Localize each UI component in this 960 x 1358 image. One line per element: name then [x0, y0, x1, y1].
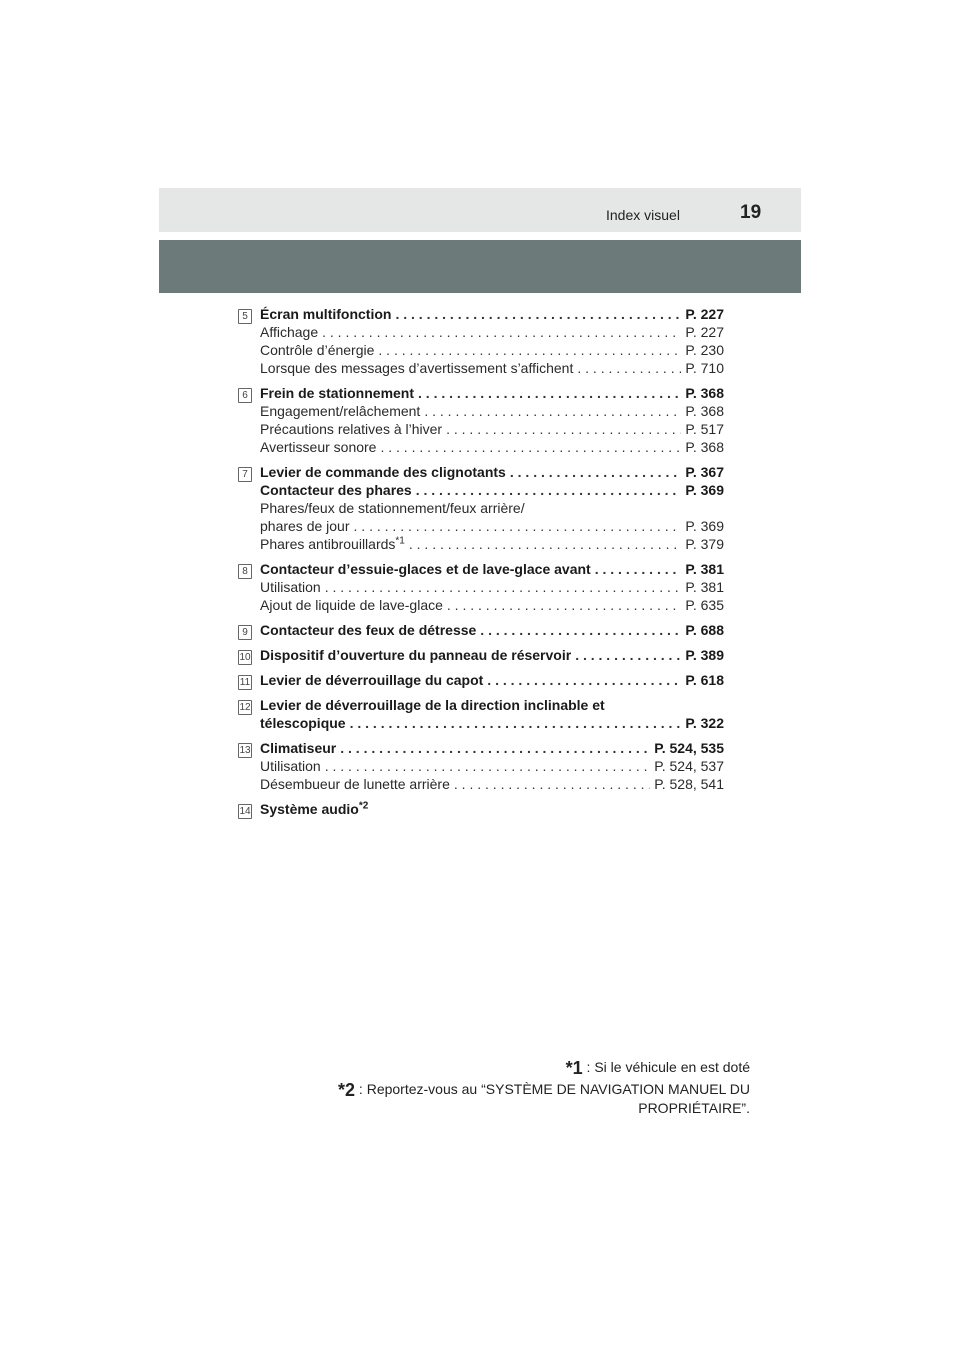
entry-number-badge: 6: [238, 388, 252, 403]
entry-subitem: [260, 439, 724, 457]
entry-text: Contrôle d’énergie: [260, 342, 375, 358]
entry-text: Contacteur d’essuie-glaces et de lave-glace avant: [260, 561, 591, 577]
entry-text: Affichage: [260, 324, 319, 340]
entry-text: Levier de déverrouillage du capot: [260, 672, 484, 688]
entry-text: phares de jour: [260, 518, 350, 534]
dot-leader: [418, 385, 681, 401]
entry-text: Contacteur des phares: [260, 482, 412, 498]
page-reference[interactable]: P. 710: [685, 360, 724, 376]
page-reference[interactable]: P. 381: [685, 579, 724, 595]
page-reference[interactable]: P. 379: [685, 536, 724, 552]
entry-subitem: [260, 597, 724, 615]
index-entry: [238, 740, 724, 794]
entry-subitem: [260, 758, 724, 776]
index-list: [238, 306, 724, 826]
entry-number-badge: 11: [239, 677, 251, 688]
page-reference[interactable]: P. 368: [685, 439, 724, 455]
page-reference[interactable]: P. 322: [685, 715, 724, 731]
entry-heading: [260, 647, 724, 665]
index-entry: [238, 561, 724, 615]
page-reference[interactable]: P. 369: [685, 482, 724, 498]
entry-heading: [260, 697, 724, 715]
entry-text: Levier de déverrouillage de la direction inclinable et: [260, 697, 605, 713]
entry-subitem: [260, 421, 724, 439]
entry-text: Système audio: [260, 801, 359, 817]
dot-leader: [325, 579, 682, 595]
entry-subitem: [260, 776, 724, 794]
entry-heading: [260, 801, 724, 819]
entry-number-badge: 9: [238, 625, 252, 640]
entry-text: Utilisation: [260, 579, 321, 595]
footnote-2: [270, 1080, 750, 1117]
page-reference[interactable]: P. 524, 537: [654, 758, 724, 774]
header-band: [159, 240, 801, 293]
dot-leader: [395, 306, 681, 322]
dot-leader: [322, 324, 681, 340]
page-number: 19: [740, 202, 762, 223]
entry-heading: [260, 622, 724, 640]
entry-text: Phares antibrouillards: [260, 536, 396, 552]
entry-number-badge: 7: [238, 467, 252, 482]
entry-heading: [260, 464, 724, 482]
page-reference[interactable]: P. 528, 541: [654, 776, 724, 792]
footnote-1-text: : Si le véhicule en est doté: [582, 1059, 750, 1075]
section-title: Index visuel: [606, 207, 680, 223]
entry-text: Climatiseur: [260, 740, 337, 756]
entry-subitem: [260, 579, 724, 597]
dot-leader: [595, 561, 682, 577]
entry-text: Précautions relatives à l’hiver: [260, 421, 443, 437]
footnote-2-text: : Reportez-vous au “SYSTÈME DE NAVIGATION MANUEL DU PROPRIÉTAIRE”.: [355, 1081, 750, 1116]
entry-number-badge: 5: [238, 309, 252, 324]
entry-subitem: [260, 518, 724, 536]
dot-leader: [577, 360, 681, 376]
entry-heading: [260, 306, 724, 324]
entry-text: Écran multifonction: [260, 306, 392, 322]
entry-text: Désembueur de lunette arrière: [260, 776, 450, 792]
dot-leader: [350, 715, 682, 731]
dot-leader: [446, 421, 681, 437]
dot-leader: [575, 647, 681, 663]
footnote-ref: *1: [395, 535, 405, 547]
entry-text: Dispositif d’ouverture du panneau de réservoir: [260, 647, 572, 663]
page-reference[interactable]: P. 381: [685, 561, 724, 577]
dot-leader: [409, 536, 681, 552]
entry-subitem: [260, 403, 724, 421]
entry-subitem: [260, 500, 724, 518]
dot-leader: [454, 776, 650, 792]
index-entry: [238, 647, 724, 665]
entry-text: télescopique: [260, 715, 346, 731]
page-reference[interactable]: P. 517: [685, 421, 724, 437]
footnote-1: [566, 1058, 750, 1079]
dot-leader: [354, 518, 682, 534]
entry-subitem: [260, 536, 724, 554]
dot-leader: [325, 758, 650, 774]
page-reference[interactable]: P. 230: [685, 342, 724, 358]
index-entry: [238, 306, 724, 378]
entry-heading: [260, 561, 724, 579]
entry-heading: [260, 740, 724, 758]
entry-number-badge: 14: [239, 806, 251, 817]
entry-text: Lorsque des messages d’avertissement s’affichent: [260, 360, 574, 376]
dot-leader: [480, 622, 681, 638]
dot-leader: [447, 597, 681, 613]
entry-text: Levier de commande des clignotants: [260, 464, 506, 480]
entry-subitem: [260, 342, 724, 360]
entry-heading: [260, 385, 724, 403]
index-entry: [238, 622, 724, 640]
entry-number-badge: 8: [238, 564, 252, 579]
page-reference[interactable]: P. 635: [685, 597, 724, 613]
page-reference[interactable]: P. 369: [685, 518, 724, 534]
index-entry: [238, 672, 724, 690]
dot-leader: [378, 342, 681, 358]
entry-text: Ajout de liquide de lave-glace: [260, 597, 443, 613]
dot-leader: [416, 482, 682, 498]
index-entry: [238, 801, 724, 819]
entry-number-badge: 12: [239, 702, 251, 713]
footnote-2-mark: *2: [338, 1080, 356, 1100]
entry-text: Utilisation: [260, 758, 321, 774]
entry-text: Contacteur des feux de détresse: [260, 622, 477, 638]
dot-leader: [487, 672, 681, 688]
entry-number-badge: 10: [239, 652, 251, 663]
entry-subitem: [260, 360, 724, 378]
page-reference[interactable]: P. 227: [685, 306, 724, 322]
entry-text: Avertisseur sonore: [260, 439, 377, 455]
dot-leader: [380, 439, 681, 455]
entry-heading: [260, 482, 724, 500]
page-reference[interactable]: P. 367: [685, 464, 724, 480]
page-reference[interactable]: P. 368: [685, 385, 724, 401]
page-reference[interactable]: P. 524, 535: [654, 740, 724, 756]
entry-subitem: [260, 324, 724, 342]
index-entry: [238, 464, 724, 554]
entry-text: Phares/feux de stationnement/feux arrière/: [260, 500, 525, 516]
dot-leader: [510, 464, 681, 480]
entry-text: Frein de stationnement: [260, 385, 415, 401]
dot-leader: [340, 740, 650, 756]
header-bar: [159, 188, 801, 232]
entry-number-badge: 13: [239, 745, 251, 756]
footnote-1-mark: *1: [565, 1058, 583, 1078]
page-reference[interactable]: P. 389: [685, 647, 724, 663]
entry-text: Engagement/relâchement: [260, 403, 421, 419]
page-reference[interactable]: P. 618: [685, 672, 724, 688]
page-reference[interactable]: P. 688: [685, 622, 724, 638]
index-entry: [238, 697, 724, 733]
page-reference[interactable]: P. 368: [685, 403, 724, 419]
index-entry: [238, 385, 724, 457]
footnote-ref: *2: [358, 800, 369, 812]
dot-leader: [424, 403, 681, 419]
page-reference[interactable]: P. 227: [685, 324, 724, 340]
entry-heading: [260, 715, 724, 733]
entry-heading: [260, 672, 724, 690]
